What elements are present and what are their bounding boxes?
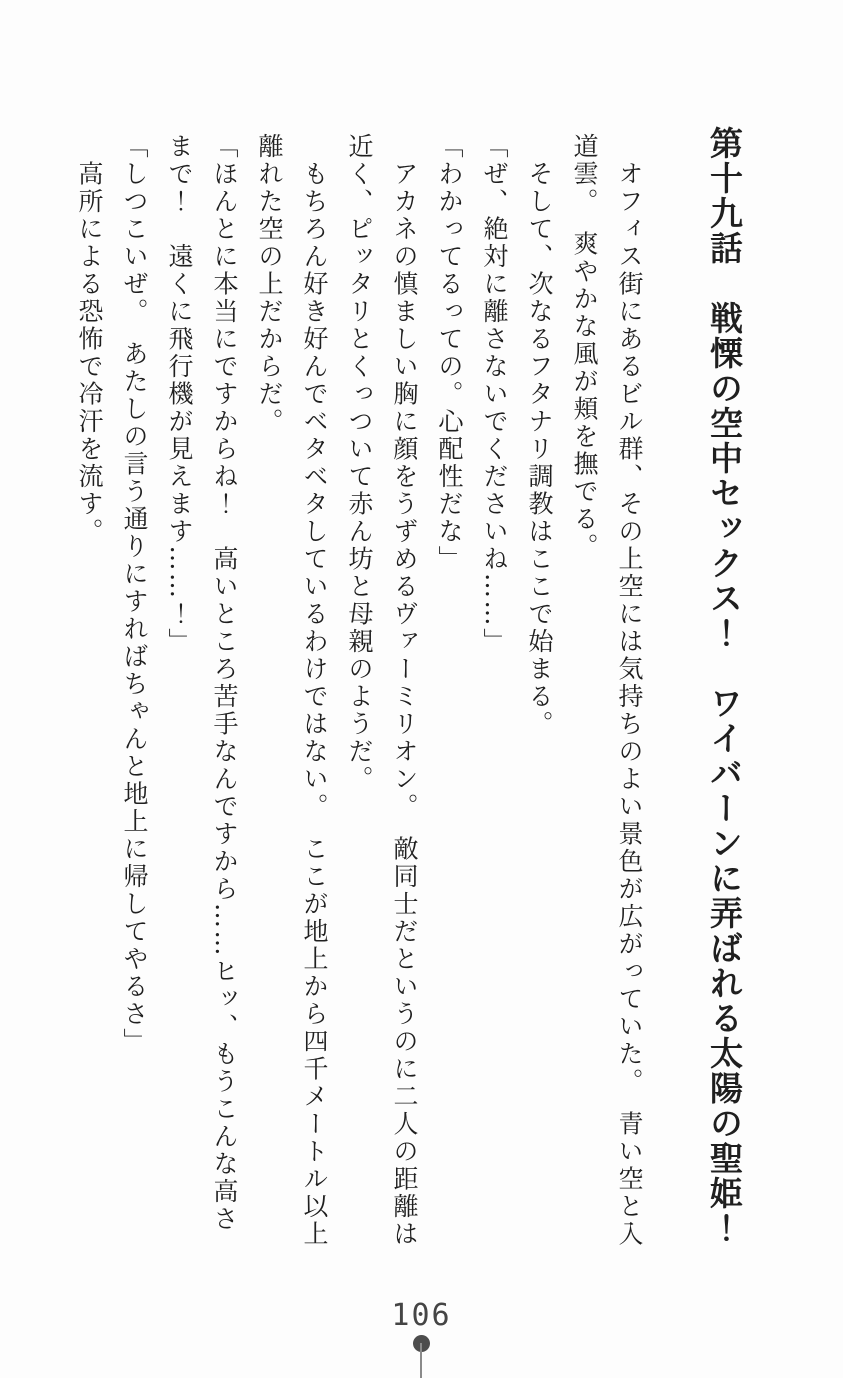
text-line: 高所による恐怖で冷汗を流す。 (75, 133, 104, 546)
text-line: オフィス街にあるビル群、その上空には気持ちのよい景色が広がっていた。 青い空と入 (615, 133, 644, 1248)
page-footer (0, 1298, 843, 1333)
text-line: 離れた空の上だからだ。 (255, 133, 284, 436)
text-line: そして、次なるフタナリ調教はここで始まる。 (525, 133, 554, 738)
text-line: 「ぜ、絶対に離さないでくださいね……」 (480, 133, 509, 656)
text-line: 「ほんとに本当にですからね！ 高いところ苦手なんですから……ヒッ、もうこんな高さ (210, 133, 239, 1233)
text-line: もちろん好き好んでベタベタしているわけではない。 ここが地上から四千メートル以上 (300, 133, 329, 1248)
text-line: 道雲。 爽やかな風が頬を撫でる。 (570, 133, 599, 561)
body-text (67, 126, 652, 1271)
text-line: 近く、ピッタリとくっついて赤ん坊と母親のようだ。 (345, 133, 374, 793)
text-line: アカネの慎ましい胸に顔をうずめるヴァーミリオン。 敵同士だというのに二人の距離は (390, 133, 419, 1248)
page-text-block (67, 126, 750, 1271)
chapter-title: 第十九話 戦慄の空中セックス！ ワイバーンに弄ばれる太陽の聖姫！ (705, 126, 744, 1246)
text-line: 「わかってるっての。心配性だな」 (435, 133, 464, 573)
text-line: 「しつこいぜ。 あたしの言う通りにすればちゃんと地上に帰してやるさ」 (120, 133, 149, 1056)
page-number: 106 (391, 1298, 452, 1333)
page-marker-line (420, 1343, 422, 1378)
text-line: まで！ 遠くに飛行機が見えます……！」 (165, 133, 194, 656)
